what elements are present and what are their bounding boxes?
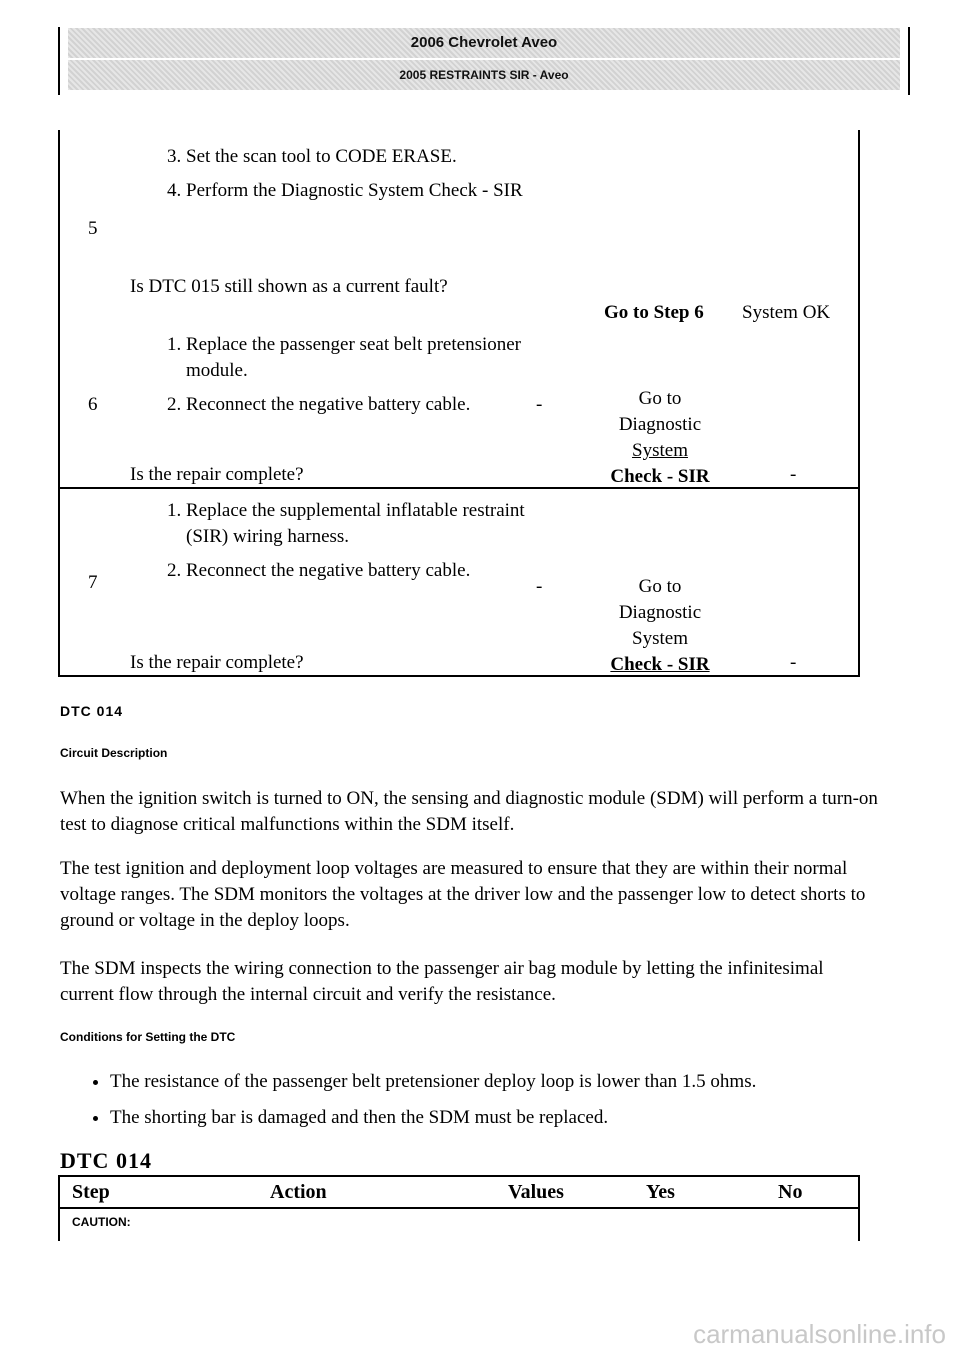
yes-link-line: Go to: [638, 388, 682, 409]
no-result: -: [790, 652, 797, 673]
condition-item: • The resistance of the passenger belt pretensioner deploy loop is lower than 1.5 ohms.: [110, 1068, 940, 1096]
header-subtitle: 2005 RESTRAINTS SIR - Aveo: [68, 60, 900, 90]
yes-link-line: Diagnostic: [618, 602, 702, 623]
column-header-action: Action: [270, 1181, 327, 1203]
page-header: [58, 27, 910, 95]
action-item: 3. Set the scan tool to CODE ERASE.: [186, 144, 526, 170]
yes-link-line: Diagnostic: [618, 414, 702, 435]
yes-link-line: Check - SIR: [610, 466, 710, 487]
circuit-description-heading: Circuit Description: [60, 746, 168, 760]
action-item: 2. Reconnect the negative battery cable.: [186, 392, 526, 418]
dtc-heading: DTC 014: [60, 703, 124, 719]
action-item: 2. Reconnect the negative battery cable.: [186, 558, 526, 584]
step-number: 6: [88, 394, 98, 415]
step-number: 7: [88, 572, 98, 593]
circuit-paragraph: The SDM inspects the wiring connection to the passenger air bag module by letting the infinitesimal current flow through the internal circuit and verify the resistance.: [60, 958, 824, 1005]
column-header-no: No: [778, 1181, 803, 1203]
action-item: 1. Replace the supplemental inflatable restraint (SIR) wiring harness.: [186, 498, 526, 550]
yes-link[interactable]: [580, 574, 740, 678]
step-question: Is DTC 015 still shown as a current fault?: [130, 276, 448, 297]
column-header-yes: Yes: [646, 1181, 675, 1203]
yes-link[interactable]: [580, 386, 740, 490]
header-title: 2006 Chevrolet Aveo: [68, 28, 900, 58]
circuit-paragraph: The test ignition and deployment loop voltages are measured to ensure that they are within their normal voltage ranges. The SDM monitors the voltages at the driver low and the passenger low to detect shorts to ground or voltage in the deploy loops.: [60, 858, 866, 931]
column-header-values: Values: [508, 1181, 564, 1203]
yes-link-line: System: [632, 628, 688, 649]
yes-link-line: Go to: [638, 576, 682, 597]
action-item: 4. Perform the Diagnostic System Check - SIR: [186, 178, 526, 204]
no-result: System OK: [742, 302, 831, 323]
row-divider: [60, 487, 858, 489]
condition-item: • The shorting bar is damaged and then the SDM must be replaced.: [110, 1104, 940, 1132]
table-header-row: [60, 1177, 858, 1209]
diagnostic-table-continued: [58, 130, 860, 677]
action-list: [148, 332, 526, 426]
yes-link-line: Check - SIR: [610, 654, 710, 675]
step-number: 5: [88, 218, 98, 239]
values-cell: -: [536, 576, 543, 597]
step-question: Is the repair complete?: [130, 464, 304, 485]
action-item: 1. Replace the passenger seat belt pretensioner module.: [186, 332, 526, 384]
values-cell: -: [536, 394, 543, 415]
dtc-table-title: DTC 014: [60, 1148, 152, 1173]
step-question: Is the repair complete?: [130, 652, 304, 673]
watermark: carmanualsonline.info: [693, 1319, 946, 1349]
conditions-list: [60, 1068, 940, 1140]
caution-label: CAUTION:: [72, 1215, 131, 1229]
no-result: -: [790, 464, 797, 485]
action-list: [148, 498, 526, 592]
action-list: [148, 144, 526, 212]
circuit-paragraph: When the ignition switch is turned to ON, the sensing and diagnostic module (SDM) will perform a turn-on test to diagnose critical malfunctions within the SDM itself.: [60, 788, 878, 835]
yes-link[interactable]: Go to Step 6: [604, 302, 704, 323]
yes-link-line: System: [632, 440, 688, 461]
conditions-heading: Conditions for Setting the DTC: [60, 1030, 236, 1044]
dtc-014-table: [58, 1175, 860, 1241]
column-header-step: Step: [72, 1181, 110, 1203]
